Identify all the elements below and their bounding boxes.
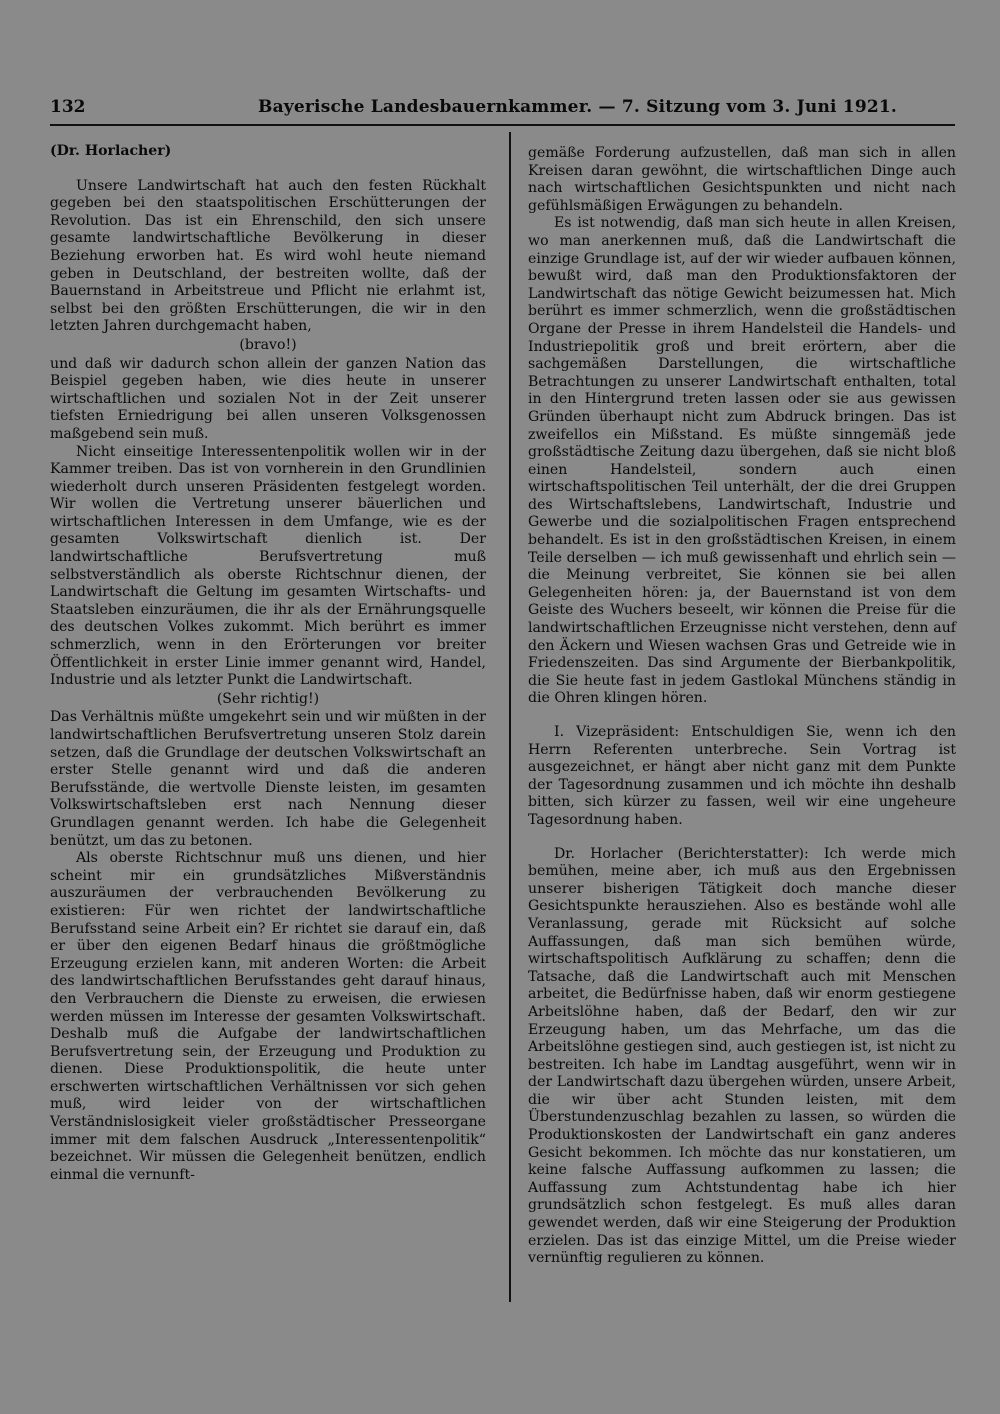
paragraph: Als oberste Richtschnur muß uns dienen, und hier scheint mir ein grundsätzliches Mißverständnis auszuräumen der verbrauchenden Bevölkerung zu existieren: Für wen richtet der landwirtschaftliche Berufsstand seine Arbeit ein? Er richtet sie darauf ein, daß er über den eigenen Bedarf hinaus die größtmögliche Erzeugung erzielen kann, mit anderen Worten: die Arbeit des landwirtschaftlichen Berufsstandes geht darauf hinaus, den Verbrauchern die Dienste zu erweisen, die erwiesen werden müssen im Interesse der gesamten Volkswirtschaft. Deshalb muß die Aufgabe der landwirtschaftlichen Berufsvertretung sein, der Erzeugung und Produktion zu dienen. Diese Produktionspolitik, die heute unter erschwerten wirtschaftlichen Verhältnissen vor sich gehen muß, wird leider von der wirtschaftlichen Verständnislosigkeit vieler großstädtischer Presseorgane immer mit dem falschen Ausdruck „Interessentenpolitik“ bezeichnet. Wir müssen die Gelegenheit benützen, endlich einmal die vernunft- <box>50 850 486 1183</box>
interjection: (Sehr richtig!) <box>216 690 320 707</box>
page-number: 132 <box>50 97 86 117</box>
paragraph: Das Verhältnis müßte umgekehrt sein und wir müßten in der landwirtschaftlichen Berufsvertretung unseren Stolz darein setzen, daß die Grundlage der deutschen Volkswirtschaft an erster Stelle genannt wird und daß die anderen Berufsstände, die wertvolle Dienste leisten, im gesamten Volkswirtschaftsleben erst nach Nennung dieser Grundlagen genannt werden. Ich habe die Gelegenheit benützt, um das zu betonen. <box>50 709 486 849</box>
speaker-paragraph: Dr. Horlacher (Berichterstatter): Ich werde mich bemühen, meine aber, ich muß aus den Ergebnissen unserer bisherigen Tätigkeit doch manche dieser Gesichtspunkte herausziehen. Also es bestände wohl alle Veranlassung, gerade mit Rücksicht auf solche Auffassungen, daß man sich bemühen würde, wirtschaftspolitisch Aufklärung zu schaffen; denn die Tatsache, daß die Landwirtschaft auch mit Menschen arbeitet, die Bedürfnisse haben, daß wir enorm gestiegene Arbeitslöhne haben, daß der Bedarf, den wir zur Erzeugung haben, um das Mehrfache, um das die Arbeitslöhne gestiegen sind, auch gestiegen ist, ist nicht zu bestreiten. Ich habe im Landtag ausgeführt, wenn wir in der Landwirtschaft dazu übergehen würden, unsere Arbeit, die wir über acht Stunden leisten, mit dem Überstundenzuschlag bezahlen zu lassen, so würden die Produktionskosten der Landwirtschaft ein ganz anderes Gesicht bekommen. Ich möchte das nur konstatieren, um keine falsche Auffassung aufkommen zu lassen; die Auffassung zum Achtstundentag habe ich hier grundsätzlich schon festgelegt. Es muß alles daran gewendet werden, daß wir eine Steigerung der Produktion erzielen. Das ist das einzige Mittel, um die Preise wieder vernünftig regulieren zu können. <box>528 845 956 1267</box>
speaker-label: (Dr. Horlacher) <box>50 143 172 159</box>
page-header <box>50 97 950 123</box>
paragraph: gemäße Forderung aufzustellen, daß man sich in allen Kreisen daran gewöhnt, die wirtschaftlichen Dinge auch nach wirtschaftlichen Gesichtspunkten und nicht nach gefühlsmäßigen Erwägungen zu behandeln. <box>528 145 956 214</box>
header-rule <box>50 124 955 126</box>
paragraph: Unsere Landwirtschaft hat auch den festen Rückhalt gegeben bei den staatspolitischen Erschütterungen der Revolution. Das ist ein Ehrenschild, den sich unsere gesamte landwirtschaftliche Bevölkerung in dieser Beziehung erworben hat. Es wird wohl heute niemand geben in Deutschland, der bestreiten wollte, daß der Bauernstand in Arbeitstreue und Pflicht nie erlahmt ist, selbst bei den größten Erschütterungen, die wir in den letzten Jahren durchgemacht haben, <box>50 177 486 335</box>
column-divider <box>509 132 511 1302</box>
left-column <box>50 143 486 1184</box>
paragraph: Nicht einseitige Interessentenpolitik wollen wir in der Kammer treiben. Das ist von vornherein in den Grundlinien wiederholt durch unseren Präsidenten festgelegt worden. Wir wollen die Vertretung unserer bäuerlichen und wirtschaftlichen Interessen in dem Umfange, wie es der gesamten Volkswirtschaft dienlich ist. Der landwirtschaftliche Berufsvertretung muß selbstverständlich als oberste Richtschnur dienen, der Landwirtschaft die Geltung im gesamten Wirtschafts- und Staatsleben einzuräumen, die ihr als der Ernährungsquelle des deutschen Volkes zukommt. Mich berührt es immer schmerzlich, wenn in den Erörterungen vor breiter Öffentlichkeit in erster Linie immer genannt wird, Handel, Industrie und als letzter Punkt die Landwirtschaft. <box>50 443 486 689</box>
interjection: (bravo!) <box>239 336 297 353</box>
right-column <box>528 145 956 1268</box>
paragraph: Es ist notwendig, daß man sich heute in allen Kreisen, wo man anerkennen muß, daß die Landwirtschaft die einzige Grundlage ist, auf der wir wieder aufbauen können, bewußt wird, daß man den Produktionsfaktoren der Landwirtschaft das nötige Gewicht beizumessen hat. Mich berührt es immer schmerzlich, wenn die großstädtischen Organe der Presse in ihrem Handelsteil die Handels- und Industriepolitik groß und breit erörtern, aber die sachgemäßen Darstellungen, die wirtschaftliche Betrachtungen zu unserer Landwirtschaft enthalten, total in den Hintergrund treten lassen oder sie aus gewissen Gründen überhaupt nicht zum Abdruck bringen. Das ist zweifellos ein Mißstand. Es müßte sinngemäß jede großstädtische Zeitung dazu übergehen, daß sie nicht bloß einen Handelsteil, sondern auch einen wirtschaftspolitischen Teil unterhält, der die drei Gruppen des Wirtschaftslebens, Landwirtschaft, Industrie und Gewerbe und die sozialpolitischen Fragen entsprechend behandelt. Es ist in den großstädtischen Kreisen, in einem Teile derselben — ich muß gewissenhaft und ehrlich sein — die Meinung verbreitet, Sie können sie bei allen Gelegenheiten hören: ja, der Bauernstand ist von dem Geiste des Wuchers beseelt, wir können die Preise für die landwirtschaftlichen Erzeugnisse nicht verstehen, denn auf den Äckern und Wiesen wachsen Gras und Getreide wie in Friedenszeiten. Das sind Argumente der Bierbankpolitik, die Sie heute fast in jedem Gastlokal Münchens ständig in die Ohren klingen hören. <box>528 215 956 707</box>
vice-president-remark: I. Vizepräsident: Entschuldigen Sie, wenn ich den Herrn Referenten unterbreche. Sein Vortrag ist ausgezeichnet, er hängt aber nicht ganz mit dem Punkte der Tagesordnung zusammen und ich möchte ihn deshalb bitten, sich kürzer zu fassen, weil wir eine ungeheure Tagesordnung haben. <box>528 724 956 828</box>
paragraph: und daß wir dadurch schon allein der ganzen Nation das Beispiel gegeben haben, wie dies heute in unserer wirtschaftlichen und sozialen Not in der Zeit unserer tiefsten Erniedrigung bei allen unseren Volksgenossen maßgebend sein muß. <box>50 355 486 442</box>
running-title: Bayerische Landesbauernkammer. — 7. Sitzung vom 3. Juni 1921. <box>258 97 898 117</box>
